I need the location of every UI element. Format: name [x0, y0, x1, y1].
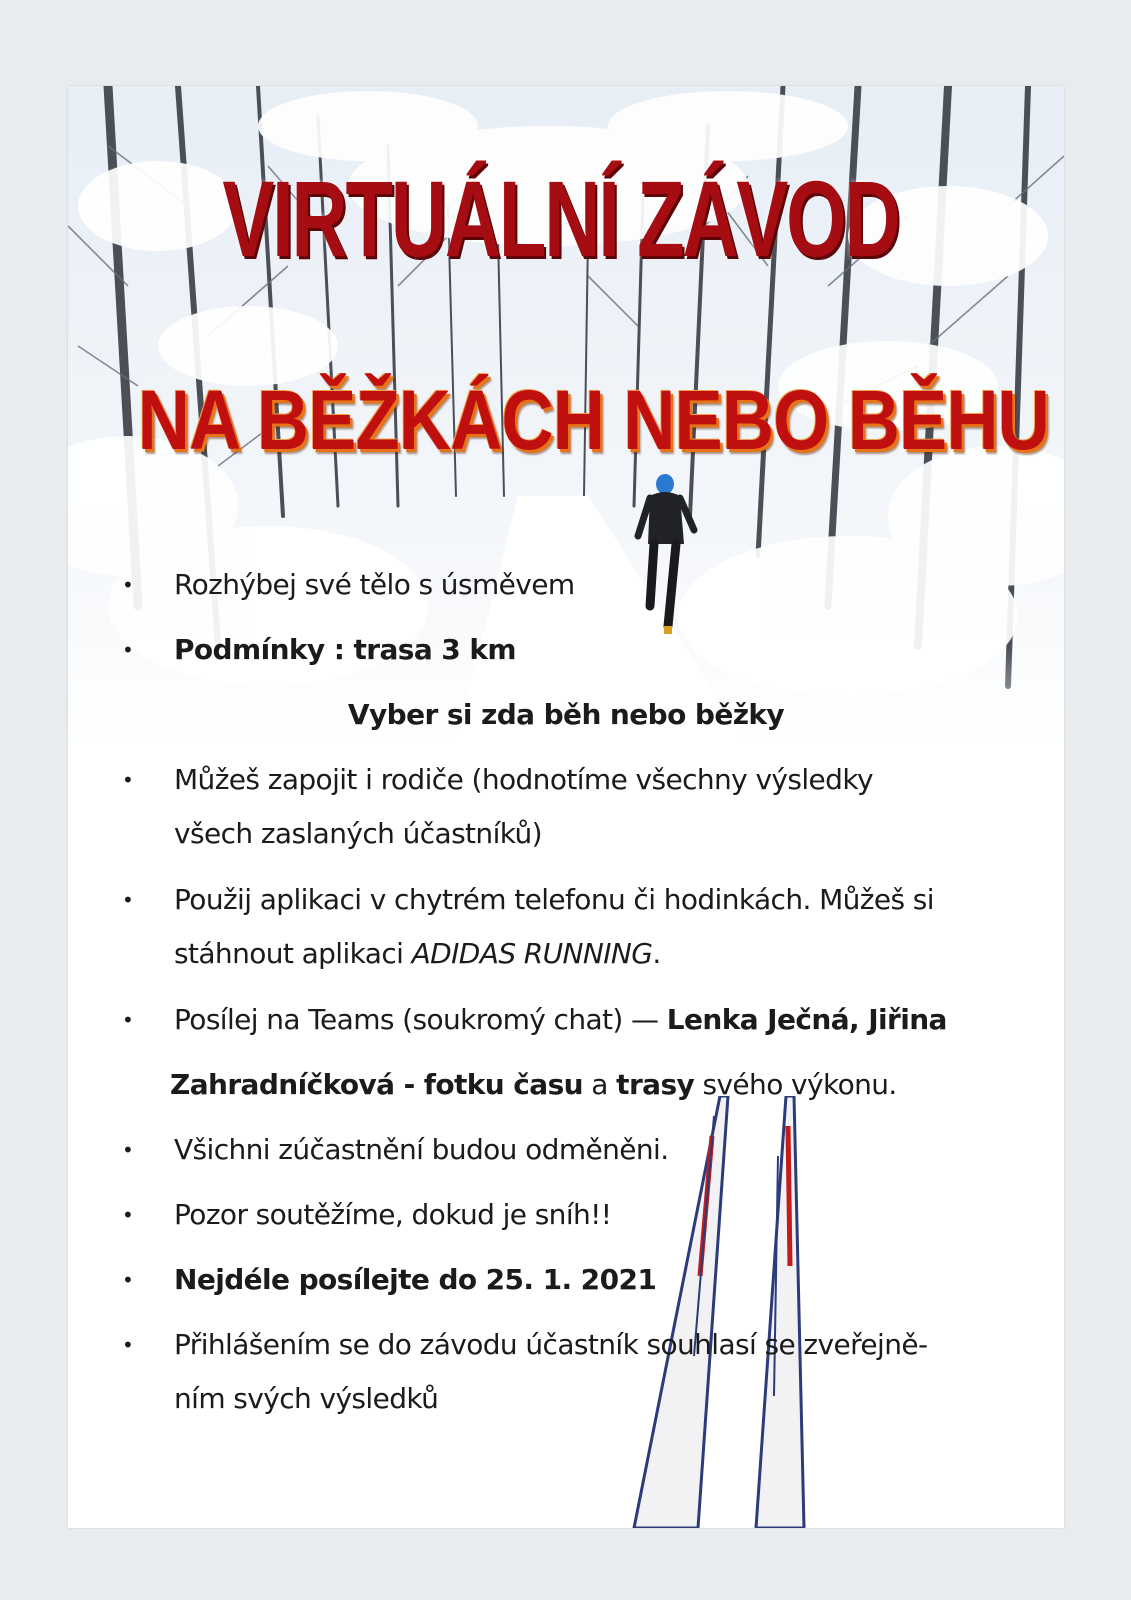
- list-item: • Použij aplikaci v chytrém telefonu či hodinkách. Můžeš si stáhnout aplikaci ADIDAS RUNNING.: [174, 873, 1034, 981]
- bullet-icon: •: [122, 1138, 134, 1162]
- list-item-continuation: Zahradníčková - fotku času a trasy svého výkonu.: [170, 1068, 897, 1101]
- bullet-icon: •: [122, 888, 134, 912]
- title-line-2: NA BĚŽKÁCH NEBO BĚHU: [137, 373, 1049, 467]
- list-item: • Posílej na Teams (soukromý chat) — Lenka Ječná, Jiřina: [174, 993, 1034, 1047]
- list-item: • Všichni zúčastnění budou odměněni.: [174, 1123, 1034, 1177]
- bullet-icon: •: [122, 1008, 134, 1032]
- bullet-icon: •: [122, 573, 134, 597]
- bullet-icon: •: [122, 638, 134, 662]
- list-item: • Můžeš zapojit i rodiče (hodnotíme všechny výsledky všech zaslaných účastníků): [174, 753, 1034, 861]
- choice-line: Vyber si zda běh nebo běžky: [347, 698, 785, 731]
- list-item: • Podmínky : trasa 3 km: [174, 623, 1034, 677]
- list-item: • Přihlášením se do závodu účastník souhlasí se zveřejně- ním svých výsledků: [174, 1318, 1034, 1426]
- bullet-icon: •: [122, 1268, 134, 1292]
- bullet-icon: •: [122, 1203, 134, 1227]
- list-item: • Nejdéle posílejte do 25. 1. 2021: [174, 1253, 1034, 1307]
- list-item: • Pozor soutěžíme, dokud je sníh!!: [174, 1188, 1034, 1242]
- bullet-icon: •: [122, 1333, 134, 1357]
- bullet-icon: •: [122, 768, 134, 792]
- title-line-1: VIRTUÁLNÍ ZÁVOD: [222, 158, 899, 279]
- poster-page: [68, 86, 1064, 1528]
- list-item: • Rozhýbej své tělo s úsměvem: [174, 558, 1034, 612]
